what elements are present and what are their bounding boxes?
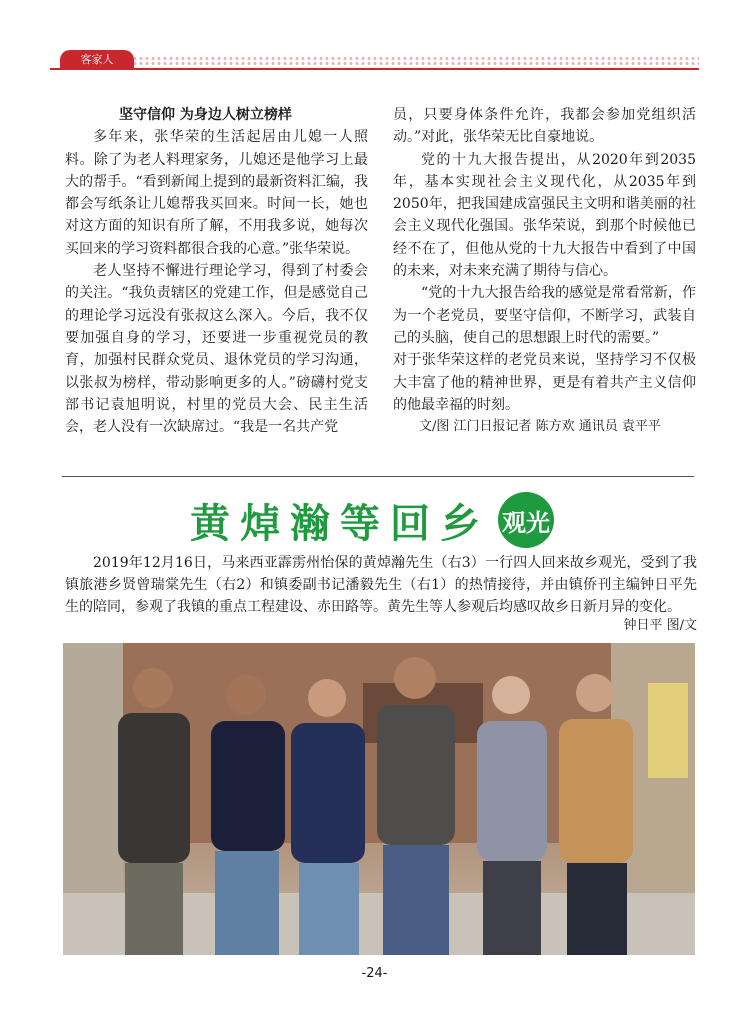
- article2-title: [190, 492, 554, 548]
- article-paragraph: 多年来，张华荣的生活起居由儿媳一人照料。除了为老人料理家务，儿媳还是他学习上最大的帮手。“看到新闻上提到的最新资料汇编，我都会写纸条让儿媳帮我买回来。时间一长，她也对这方面的知识有所了解，不用我多说，她每次买回来的学习资料都很合我的心意。”张华荣说。: [65, 129, 368, 257]
- article-byline: 文/图 江门日报记者 陈方欢 通讯员 袁平平: [419, 419, 661, 435]
- article2-title-text: 黄焯瀚等回乡: [190, 499, 490, 547]
- section-tab: 客家人: [60, 50, 134, 69]
- header-dot-pattern: [132, 56, 699, 66]
- window-right: [648, 683, 688, 778]
- header-rule: [50, 68, 699, 70]
- photo-credit: 钟日平 图/文: [623, 618, 697, 633]
- article-paragraph: “党的十九大报告给我的感觉是常看常新，作为一个老党员，要坚守信仰，不断学习，武装自己的头脑，使自己的思想跟上时代的需要。”: [393, 285, 696, 346]
- article-subhead: 坚守信仰 为身边人树立榜样: [119, 107, 292, 123]
- article-left-column: [65, 104, 368, 438]
- article-paragraph-continued: 对于张华荣这样的老党员来说，坚持学习不仅极大丰富了他的精神世界，更是有着共产主义信仰的他最幸福的时刻。: [393, 352, 696, 413]
- group-photo-illustration: [63, 643, 695, 955]
- page-number: -24-: [361, 966, 388, 981]
- article-paragraph: 党的十九大报告提出，从2020年到2035年，基本实现社会主义现代化，从2035年到2050年，把我国建成富强民主文明和谐美丽的社会主义现代化强国。张华荣说，到那个时候他已经不在了，但他从党的十九大报告中看到了中国的未来，对未来充满了期待与信心。: [393, 151, 696, 280]
- article-paragraph-continued: 员，只要身体条件允许，我都会参加党组织活动。”对此，张华荣无比自豪地说。: [393, 107, 696, 146]
- group-photo: [63, 643, 695, 955]
- article2-title-badge: 观光: [498, 492, 554, 548]
- article2-intro: 2019年12月16日，马来西亚霹雳州怡保的黄焯瀚先生（右3）一行四人回来故乡观光，受到了我镇旅港乡贤曾瑞棠先生（右2）和镇委副书记潘毅先生（右1）的热情接待，并由镇侨刊主编钟日平先生的陪同，参观了我镇的重点工程建设、赤田路等。黄先生等人参观后均感叹故乡日新月异的变化。: [65, 555, 697, 615]
- article-right-column: [393, 104, 696, 438]
- article-paragraph: 老人坚持不懈进行理论学习，得到了村委会的关注。“我负责辖区的党建工作，但是感觉自己的理论学习远没有张叔这么深入。今后，我不仅要加强自身的学习，还要进一步重视党员的教育，加强村民群众党员、退休党员的学习沟通，以张叔为榜样，带动影响更多的人。”磅礴村党支部书记袁旭明说，村里的党员大会、民主生活会，老人没有一次缺席过。“我是一名共产党: [65, 263, 368, 436]
- section-divider: [62, 476, 694, 477]
